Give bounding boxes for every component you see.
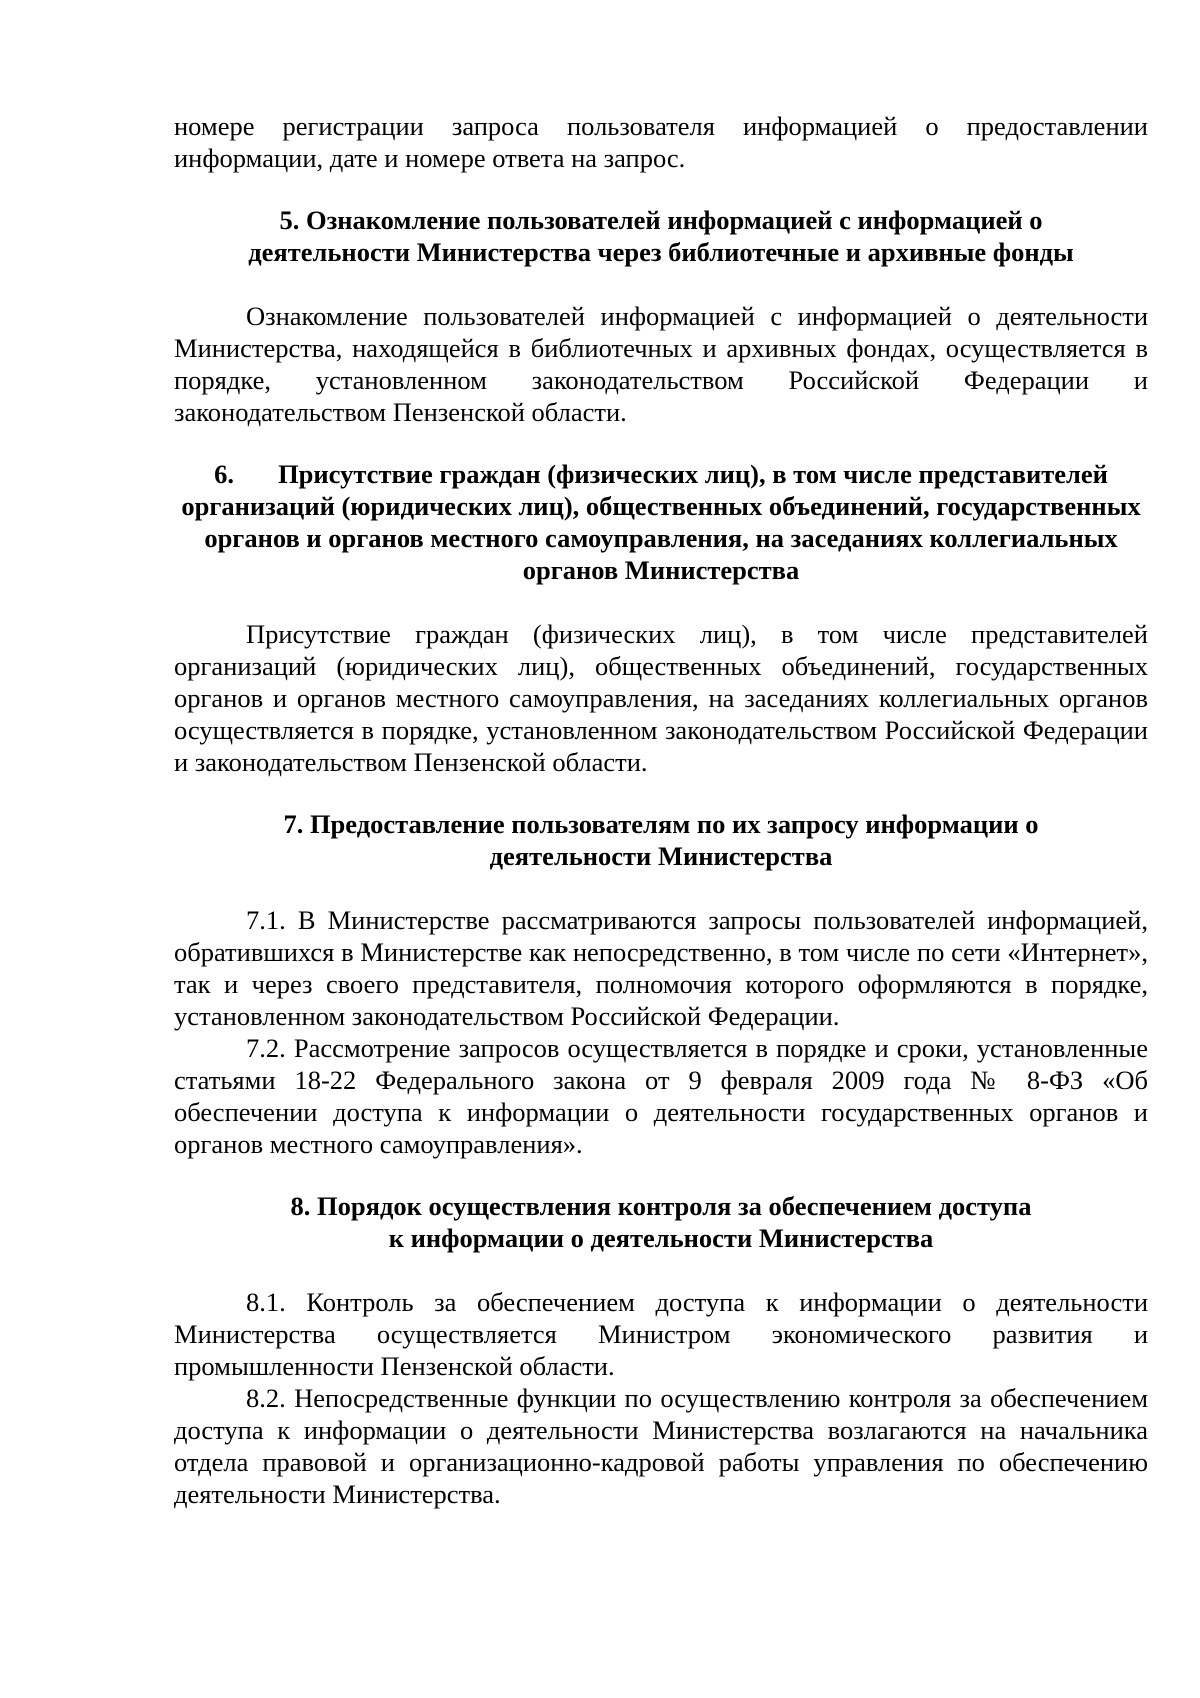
section-6-heading-line-1-text: Присутствие граждан (физических лиц), в том числе представителей [278, 459, 1108, 489]
section-7-heading-line-2: деятельности Министерства [489, 841, 833, 871]
section-8-heading [174, 1190, 1148, 1254]
section-8-heading-line-2: к информации о деятельности Министерства [388, 1223, 934, 1253]
section-8-heading-line-1: 8. Порядок осуществления контроля за обеспечением доступа [290, 1191, 1032, 1221]
section-6-heading-line-1 [174, 458, 1148, 490]
section-6-heading-line-4: органов Министерства [522, 555, 800, 585]
section-7-heading [174, 808, 1148, 872]
section-5-heading-line-1: 5. Ознакомление пользователей информацией с информацией о [279, 205, 1043, 235]
spacer [174, 1160, 1148, 1190]
paragraph-8-2: 8.2. Непосредственные функции по осуществлению контроля за обеспечением доступа к информации о деятельности Министерства возлагаются на начальника отдела правовой и организационно-кадровой работы управления по обеспечению деятельности Министерства. [174, 1383, 1148, 1509]
paragraph-7-2: 7.2. Рассмотрение запросов осуществляется в порядке и сроки, установленные статьями 18-22 Федерального закона от 9 февраля 2009 года № 8-ФЗ «Об обеспечении доступа к информации о деятельности государственных органов и органов местного самоуправления». [174, 1033, 1148, 1159]
section-6-heading-line-2: организаций (юридических лиц), общественных объединений, государственных [181, 491, 1141, 521]
section-7-heading-line-1: 7. Предоставление пользователям по их запросу информации о [283, 809, 1039, 839]
spacer [174, 428, 1148, 458]
section-6-paragraph: Присутствие граждан (физических лиц), в том числе представителей организаций (юридических лиц), общественных объединений, государственных органов и органов местного самоуправления, на заседаниях коллегиальных органов осуществляется в порядке, установленном законодательством Российской Федерации и законодательством Пензенской области. [174, 619, 1148, 777]
spacer [174, 586, 1148, 618]
intro-paragraph: номере регистрации запроса пользователя информацией о предоставлении информации, дате и номере ответа на запрос. [174, 111, 1148, 173]
document-page [174, 110, 1148, 1510]
spacer [174, 1254, 1148, 1286]
section-6-heading [174, 458, 1148, 586]
section-6-number: 6. [214, 459, 234, 489]
paragraph-8-1: 8.1. Контроль за обеспечением доступа к информации о деятельности Министерства осуществляется Министром экономического развития и промышленности Пензенской области. [174, 1287, 1148, 1381]
spacer [174, 268, 1148, 300]
section-6-heading-line-3: органов и органов местного самоуправления, на заседаниях коллегиальных [204, 523, 1118, 553]
section-5-heading [174, 204, 1148, 268]
spacer [174, 872, 1148, 904]
section-5-paragraph: Ознакомление пользователей информацией с информацией о деятельности Министерства, находящейся в библиотечных и архивных фондах, осуществляется в порядке, установленном законодательством Российской Федерации и законодательством Пензенской области. [174, 301, 1148, 427]
section-5-heading-line-2: деятельности Министерства через библиотечные и архивные фонды [248, 237, 1074, 267]
spacer [174, 174, 1148, 204]
spacer [174, 778, 1148, 808]
paragraph-7-1: 7.1. В Министерстве рассматриваются запросы пользователей информацией, обратившихся в Министерстве как непосредственно, в том числе по сети «Интернет», так и через своего представителя, полномочия которого оформляются в порядке, установленном законодательством Российской Федерации. [174, 905, 1148, 1031]
